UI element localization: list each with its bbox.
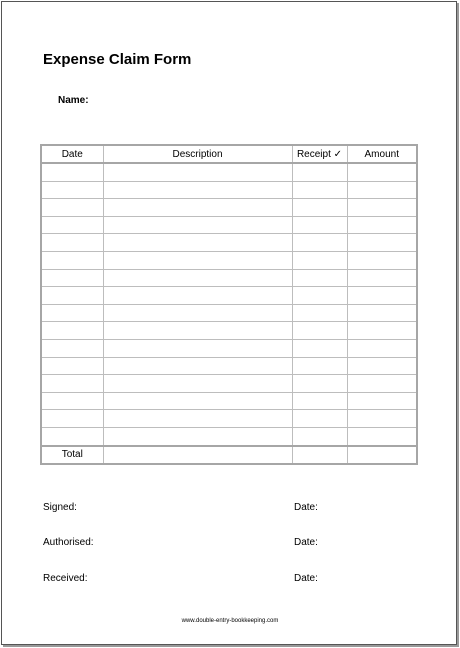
description-cell[interactable] <box>103 251 292 269</box>
date-cell[interactable] <box>41 216 103 234</box>
received-date-label: Date: <box>294 573 318 584</box>
table-row <box>41 287 417 305</box>
amount-cell[interactable] <box>347 357 417 375</box>
amount-cell[interactable] <box>347 427 417 445</box>
date-cell[interactable] <box>41 427 103 445</box>
description-cell[interactable] <box>103 392 292 410</box>
name-label: Name: <box>58 95 89 106</box>
column-header-date: Date <box>41 145 103 163</box>
receipt-cell[interactable] <box>292 199 347 217</box>
amount-cell[interactable] <box>347 181 417 199</box>
table-row <box>41 269 417 287</box>
receipt-cell[interactable] <box>292 392 347 410</box>
amount-cell[interactable] <box>347 410 417 428</box>
signed-date-label: Date: <box>294 502 318 513</box>
date-cell[interactable] <box>41 304 103 322</box>
amount-cell[interactable] <box>347 163 417 181</box>
date-cell[interactable] <box>41 357 103 375</box>
description-cell[interactable] <box>103 269 292 287</box>
table-row <box>41 339 417 357</box>
receipt-cell[interactable] <box>292 216 347 234</box>
table-row <box>41 234 417 252</box>
description-cell[interactable] <box>103 410 292 428</box>
table-row <box>41 375 417 393</box>
description-cell[interactable] <box>103 322 292 340</box>
amount-cell[interactable] <box>347 339 417 357</box>
receipt-cell[interactable] <box>292 410 347 428</box>
total-description-cell[interactable] <box>103 446 292 464</box>
amount-cell[interactable] <box>347 304 417 322</box>
receipt-cell[interactable] <box>292 287 347 305</box>
amount-cell[interactable] <box>347 251 417 269</box>
receipt-cell[interactable] <box>292 339 347 357</box>
description-cell[interactable] <box>103 199 292 217</box>
amount-cell[interactable] <box>347 269 417 287</box>
receipt-cell[interactable] <box>292 181 347 199</box>
receipt-cell[interactable] <box>292 304 347 322</box>
date-cell[interactable] <box>41 410 103 428</box>
date-cell[interactable] <box>41 251 103 269</box>
date-cell[interactable] <box>41 181 103 199</box>
amount-cell[interactable] <box>347 375 417 393</box>
date-cell[interactable] <box>41 392 103 410</box>
receipt-cell[interactable] <box>292 427 347 445</box>
description-cell[interactable] <box>103 216 292 234</box>
footer-url: www.double-entry-bookkeeping.com <box>181 618 279 624</box>
description-cell[interactable] <box>103 357 292 375</box>
receipt-cell[interactable] <box>292 234 347 252</box>
amount-cell[interactable] <box>347 392 417 410</box>
receipt-cell[interactable] <box>292 251 347 269</box>
description-cell[interactable] <box>103 375 292 393</box>
page-title: Expense Claim Form <box>43 51 192 68</box>
description-cell[interactable] <box>103 181 292 199</box>
date-cell[interactable] <box>41 163 103 181</box>
description-cell[interactable] <box>103 163 292 181</box>
description-cell[interactable] <box>103 427 292 445</box>
receipt-cell[interactable] <box>292 322 347 340</box>
table-row <box>41 216 417 234</box>
total-row <box>41 446 417 464</box>
table-row <box>41 392 417 410</box>
receipt-cell[interactable] <box>292 163 347 181</box>
receipt-cell[interactable] <box>292 375 347 393</box>
amount-cell[interactable] <box>347 287 417 305</box>
date-cell[interactable] <box>41 269 103 287</box>
received-label: Received: <box>43 573 88 584</box>
column-header-description: Description <box>103 145 292 163</box>
total-label: Total <box>41 446 103 464</box>
table-header-row <box>41 145 417 163</box>
total-amount-cell[interactable] <box>347 446 417 464</box>
expense-table <box>40 144 418 465</box>
table-row <box>41 181 417 199</box>
column-header-amount: Amount <box>347 145 417 163</box>
table-row <box>41 163 417 181</box>
authorised-date-label: Date: <box>294 537 318 548</box>
receipt-cell[interactable] <box>292 357 347 375</box>
table-row <box>41 322 417 340</box>
date-cell[interactable] <box>41 375 103 393</box>
column-header-receipt: Receipt ✓ <box>292 145 347 163</box>
table-row <box>41 357 417 375</box>
table-row <box>41 427 417 445</box>
amount-cell[interactable] <box>347 234 417 252</box>
table-row <box>41 199 417 217</box>
description-cell[interactable] <box>103 339 292 357</box>
date-cell[interactable] <box>41 234 103 252</box>
date-cell[interactable] <box>41 287 103 305</box>
date-cell[interactable] <box>41 322 103 340</box>
receipt-cell[interactable] <box>292 269 347 287</box>
table-row <box>41 410 417 428</box>
authorised-label: Authorised: <box>43 537 94 548</box>
table-row <box>41 304 417 322</box>
description-cell[interactable] <box>103 234 292 252</box>
amount-cell[interactable] <box>347 322 417 340</box>
description-cell[interactable] <box>103 287 292 305</box>
amount-cell[interactable] <box>347 216 417 234</box>
table-row <box>41 251 417 269</box>
amount-cell[interactable] <box>347 199 417 217</box>
description-cell[interactable] <box>103 304 292 322</box>
signed-label: Signed: <box>43 502 77 513</box>
date-cell[interactable] <box>41 199 103 217</box>
date-cell[interactable] <box>41 339 103 357</box>
total-receipt-cell[interactable] <box>292 446 347 464</box>
